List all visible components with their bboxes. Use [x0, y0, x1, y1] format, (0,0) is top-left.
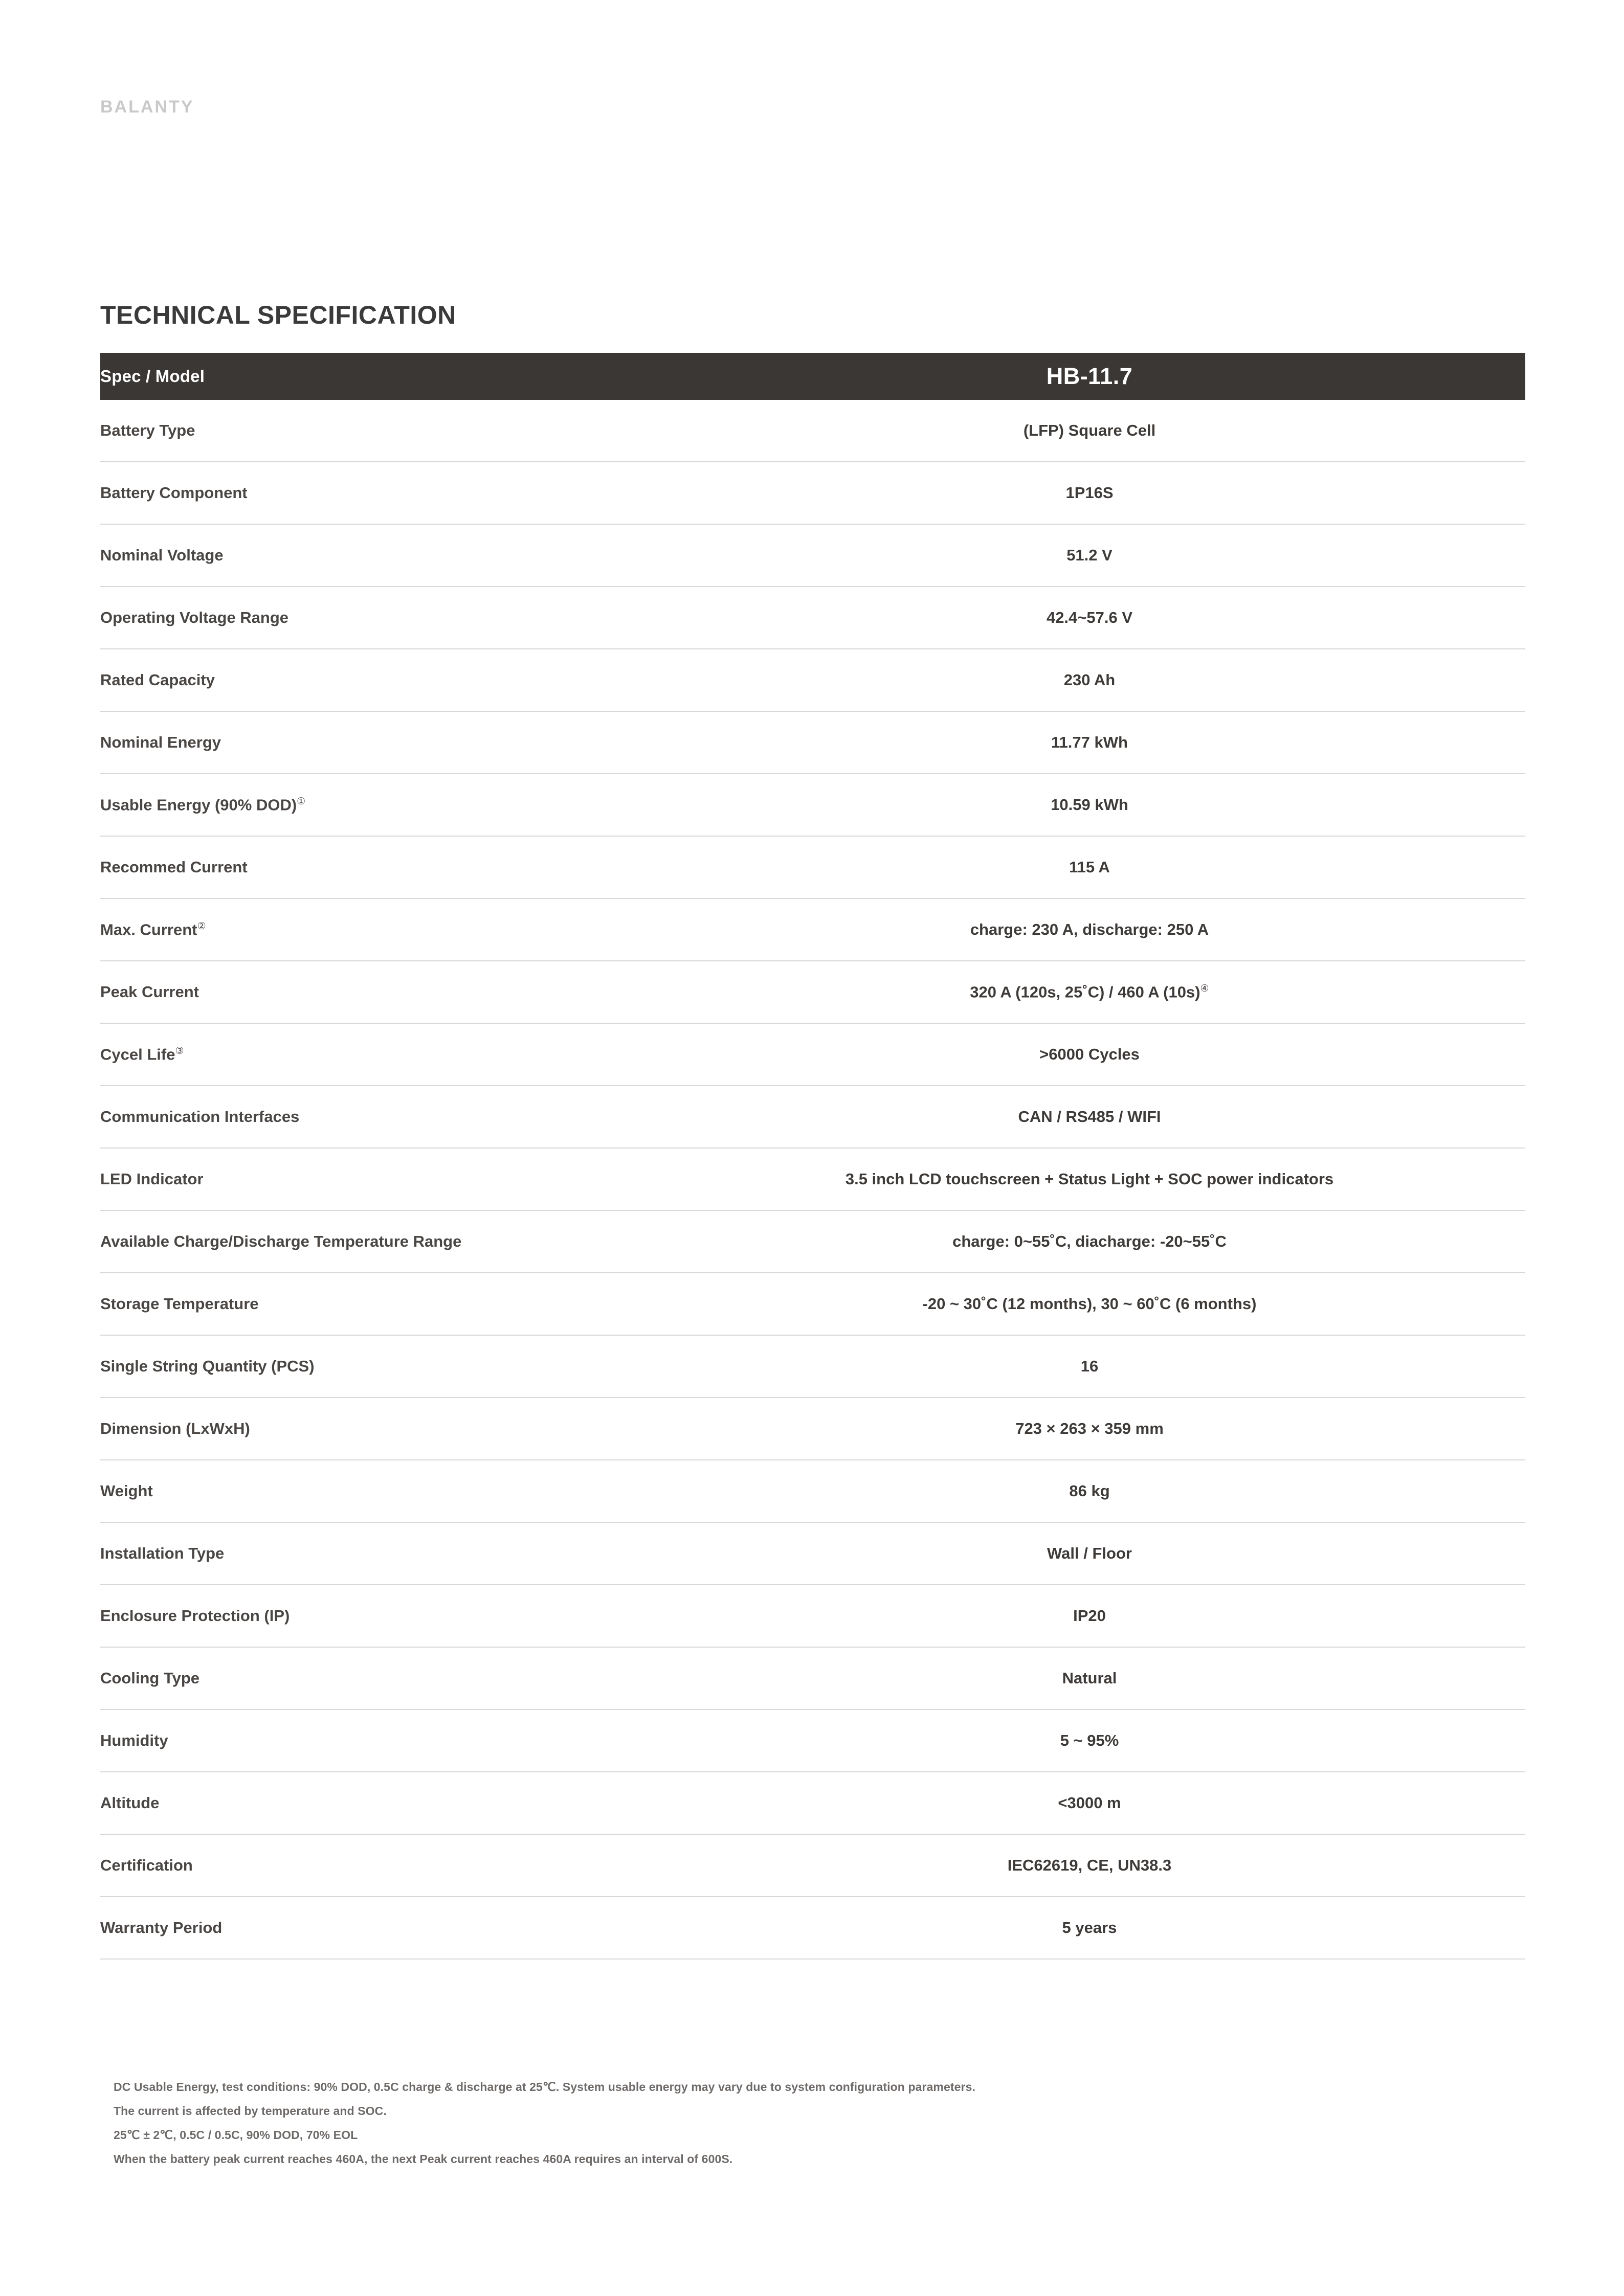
- spec-label-text: Single String Quantity (PCS): [100, 1357, 315, 1375]
- spec-label: [100, 1148, 654, 1210]
- spec-label: [100, 1834, 654, 1897]
- table-row: [100, 649, 1525, 711]
- spec-label: [100, 1086, 654, 1148]
- spec-value-text: 723 × 263 × 359 mm: [1015, 1420, 1164, 1437]
- spec-label: [100, 524, 654, 587]
- table-row: [100, 524, 1525, 587]
- spec-label: [100, 400, 654, 462]
- spec-value-footnote-marker: ④: [1200, 983, 1209, 995]
- table-row: [100, 587, 1525, 649]
- spec-label-text: Altitude: [100, 1794, 160, 1812]
- spec-value-text: 320 A (120s, 25˚C) / 460 A (10s): [970, 983, 1200, 1001]
- spec-value-text: <3000 m: [1058, 1794, 1121, 1812]
- spec-value-text: charge: 230 A, discharge: 250 A: [970, 920, 1209, 938]
- spec-value: [654, 1585, 1525, 1647]
- table-row: [100, 1834, 1525, 1897]
- table-row: [100, 836, 1525, 898]
- spec-label-footnote-marker: ③: [175, 1046, 184, 1057]
- spec-value-text: -20 ~ 30˚C (12 months), 30 ~ 60˚C (6 months): [922, 1295, 1257, 1313]
- spec-label-text: Rated Capacity: [100, 671, 215, 689]
- spec-label: [100, 1210, 654, 1273]
- spec-value: [654, 1834, 1525, 1897]
- spec-value-text: 1P16S: [1065, 484, 1114, 502]
- spec-label: [100, 462, 654, 524]
- header-spec-label: Spec / Model: [100, 353, 654, 400]
- table-row: [100, 462, 1525, 524]
- spec-value-text: >6000 Cycles: [1039, 1045, 1140, 1063]
- spec-label: [100, 898, 654, 961]
- spec-value: [654, 1148, 1525, 1210]
- spec-label-text: Usable Energy (90% DOD): [100, 796, 297, 814]
- spec-label-text: Nominal Voltage: [100, 546, 224, 564]
- spec-label: [100, 1273, 654, 1335]
- table-row: [100, 1210, 1525, 1273]
- spec-label-text: LED Indicator: [100, 1170, 204, 1188]
- spec-label: [100, 1335, 654, 1398]
- spec-value: [654, 1709, 1525, 1772]
- spec-label: [100, 1647, 654, 1709]
- spec-label-text: Cooling Type: [100, 1669, 200, 1687]
- spec-value-text: 115 A: [1069, 858, 1110, 876]
- spec-value: [654, 1273, 1525, 1335]
- spec-label-text: Available Charge/Discharge Temperature Range: [100, 1232, 462, 1250]
- spec-value: [654, 1086, 1525, 1148]
- spec-value: [654, 711, 1525, 774]
- spec-value-text: 5 ~ 95%: [1060, 1731, 1119, 1749]
- spec-value-text: Wall / Floor: [1047, 1544, 1132, 1562]
- table-row: [100, 774, 1525, 836]
- spec-label-text: Peak Current: [100, 983, 199, 1001]
- spec-label-text: Communication Interfaces: [100, 1108, 300, 1126]
- footnotes: [114, 2081, 1515, 2177]
- spec-label: [100, 1585, 654, 1647]
- spec-label: [100, 1023, 654, 1086]
- spec-label-text: Recommed Current: [100, 858, 248, 876]
- spec-value: [654, 1460, 1525, 1522]
- spec-label-text: Battery Component: [100, 484, 248, 502]
- spec-label: [100, 1772, 654, 1834]
- spec-value-text: Natural: [1062, 1669, 1117, 1687]
- spec-label-text: Enclosure Protection (IP): [100, 1607, 290, 1625]
- table-row: [100, 898, 1525, 961]
- spec-value: [654, 836, 1525, 898]
- brand-logo: BALANTY: [100, 97, 194, 117]
- specification-table: [100, 353, 1525, 1960]
- spec-value: [654, 1647, 1525, 1709]
- spec-value: [654, 1023, 1525, 1086]
- spec-value-text: 51.2 V: [1066, 546, 1113, 564]
- spec-label: [100, 1709, 654, 1772]
- spec-label-text: Max. Current: [100, 920, 197, 939]
- table-row: [100, 1460, 1525, 1522]
- spec-value: [654, 1897, 1525, 1959]
- table-row: [100, 1086, 1525, 1148]
- spec-label-text: Operating Voltage Range: [100, 609, 289, 626]
- spec-value: [654, 649, 1525, 711]
- spec-label-text: Cycel Life: [100, 1045, 175, 1064]
- spec-label-text: Weight: [100, 1482, 153, 1500]
- table-row: [100, 1897, 1525, 1959]
- spec-value-text: IEC62619, CE, UN38.3: [1007, 1856, 1172, 1874]
- table-header-row: [100, 353, 1525, 400]
- spec-value: [654, 1398, 1525, 1460]
- spec-value-text: 10.59 kWh: [1051, 796, 1128, 814]
- spec-value-text: 5 years: [1062, 1919, 1117, 1937]
- spec-value: [654, 524, 1525, 587]
- table-body: [100, 400, 1525, 1959]
- spec-value-text: 42.4~57.6 V: [1046, 609, 1133, 626]
- table-row: [100, 1398, 1525, 1460]
- spec-label: [100, 1522, 654, 1585]
- spec-value-text: (LFP) Square Cell: [1023, 421, 1156, 439]
- table-row: [100, 1585, 1525, 1647]
- table-row: [100, 1335, 1525, 1398]
- spec-value: [654, 587, 1525, 649]
- spec-value-text: 230 Ah: [1063, 671, 1116, 689]
- spec-value: [654, 774, 1525, 836]
- table-row: [100, 1709, 1525, 1772]
- spec-label-footnote-marker: ②: [197, 921, 206, 932]
- spec-value: [654, 961, 1525, 1023]
- spec-label: [100, 1897, 654, 1959]
- spec-value-text: charge: 0~55˚C, diacharge: -20~55˚C: [952, 1232, 1227, 1250]
- spec-label: [100, 1398, 654, 1460]
- table-row: [100, 711, 1525, 774]
- spec-label: [100, 836, 654, 898]
- spec-value: [654, 1335, 1525, 1398]
- spec-value: [654, 400, 1525, 462]
- spec-value-text: IP20: [1073, 1607, 1106, 1625]
- spec-label-text: Certification: [100, 1856, 193, 1874]
- footnote-item: When the battery peak current reaches 460A, the next Peak current reaches 460A requires an interval of 600S.: [114, 2152, 733, 2166]
- header-model: HB-11.7: [654, 353, 1525, 400]
- table-row: [100, 1023, 1525, 1086]
- spec-value: [654, 1772, 1525, 1834]
- footnote-item: 25℃ ± 2℃, 0.5C / 0.5C, 90% DOD, 70% EOL: [114, 2128, 358, 2142]
- spec-value: [654, 1522, 1525, 1585]
- spec-label-text: Installation Type: [100, 1544, 225, 1562]
- table-row: [100, 961, 1525, 1023]
- spec-label-text: Dimension (LxWxH): [100, 1420, 250, 1437]
- spec-value-text: 16: [1080, 1357, 1099, 1375]
- spec-value: [654, 462, 1525, 524]
- spec-label-text: Humidity: [100, 1731, 168, 1749]
- spec-label: [100, 1460, 654, 1522]
- footnote-item: DC Usable Energy, test conditions: 90% DOD, 0.5C charge & discharge at 25℃. System usable energy may vary due to system configuration parameters.: [114, 2080, 975, 2094]
- table-row: [100, 1522, 1525, 1585]
- table-row: [100, 1772, 1525, 1834]
- spec-value-text: 86 kg: [1069, 1482, 1110, 1500]
- spec-label: [100, 711, 654, 774]
- spec-value-text: 3.5 inch LCD touchscreen + Status Light + SOC power indicators: [845, 1170, 1334, 1188]
- spec-label-text: Warranty Period: [100, 1919, 223, 1937]
- spec-label: [100, 774, 654, 836]
- page-title: TECHNICAL SPECIFICATION: [100, 301, 456, 329]
- spec-label-footnote-marker: ①: [297, 796, 306, 807]
- spec-label: [100, 649, 654, 711]
- spec-value: [654, 1210, 1525, 1273]
- spec-value: [654, 898, 1525, 961]
- spec-label: [100, 587, 654, 649]
- table-row: [100, 1647, 1525, 1709]
- table-row: [100, 400, 1525, 462]
- spec-label: [100, 961, 654, 1023]
- spec-value-text: CAN / RS485 / WIFI: [1018, 1108, 1161, 1126]
- spec-label-text: Nominal Energy: [100, 733, 221, 751]
- table-row: [100, 1273, 1525, 1335]
- spec-value-text: 11.77 kWh: [1051, 733, 1128, 751]
- spec-label-text: Storage Temperature: [100, 1295, 259, 1313]
- footnote-item: The current is affected by temperature and SOC.: [114, 2104, 387, 2118]
- spec-label-text: Battery Type: [100, 421, 195, 439]
- table-row: [100, 1148, 1525, 1210]
